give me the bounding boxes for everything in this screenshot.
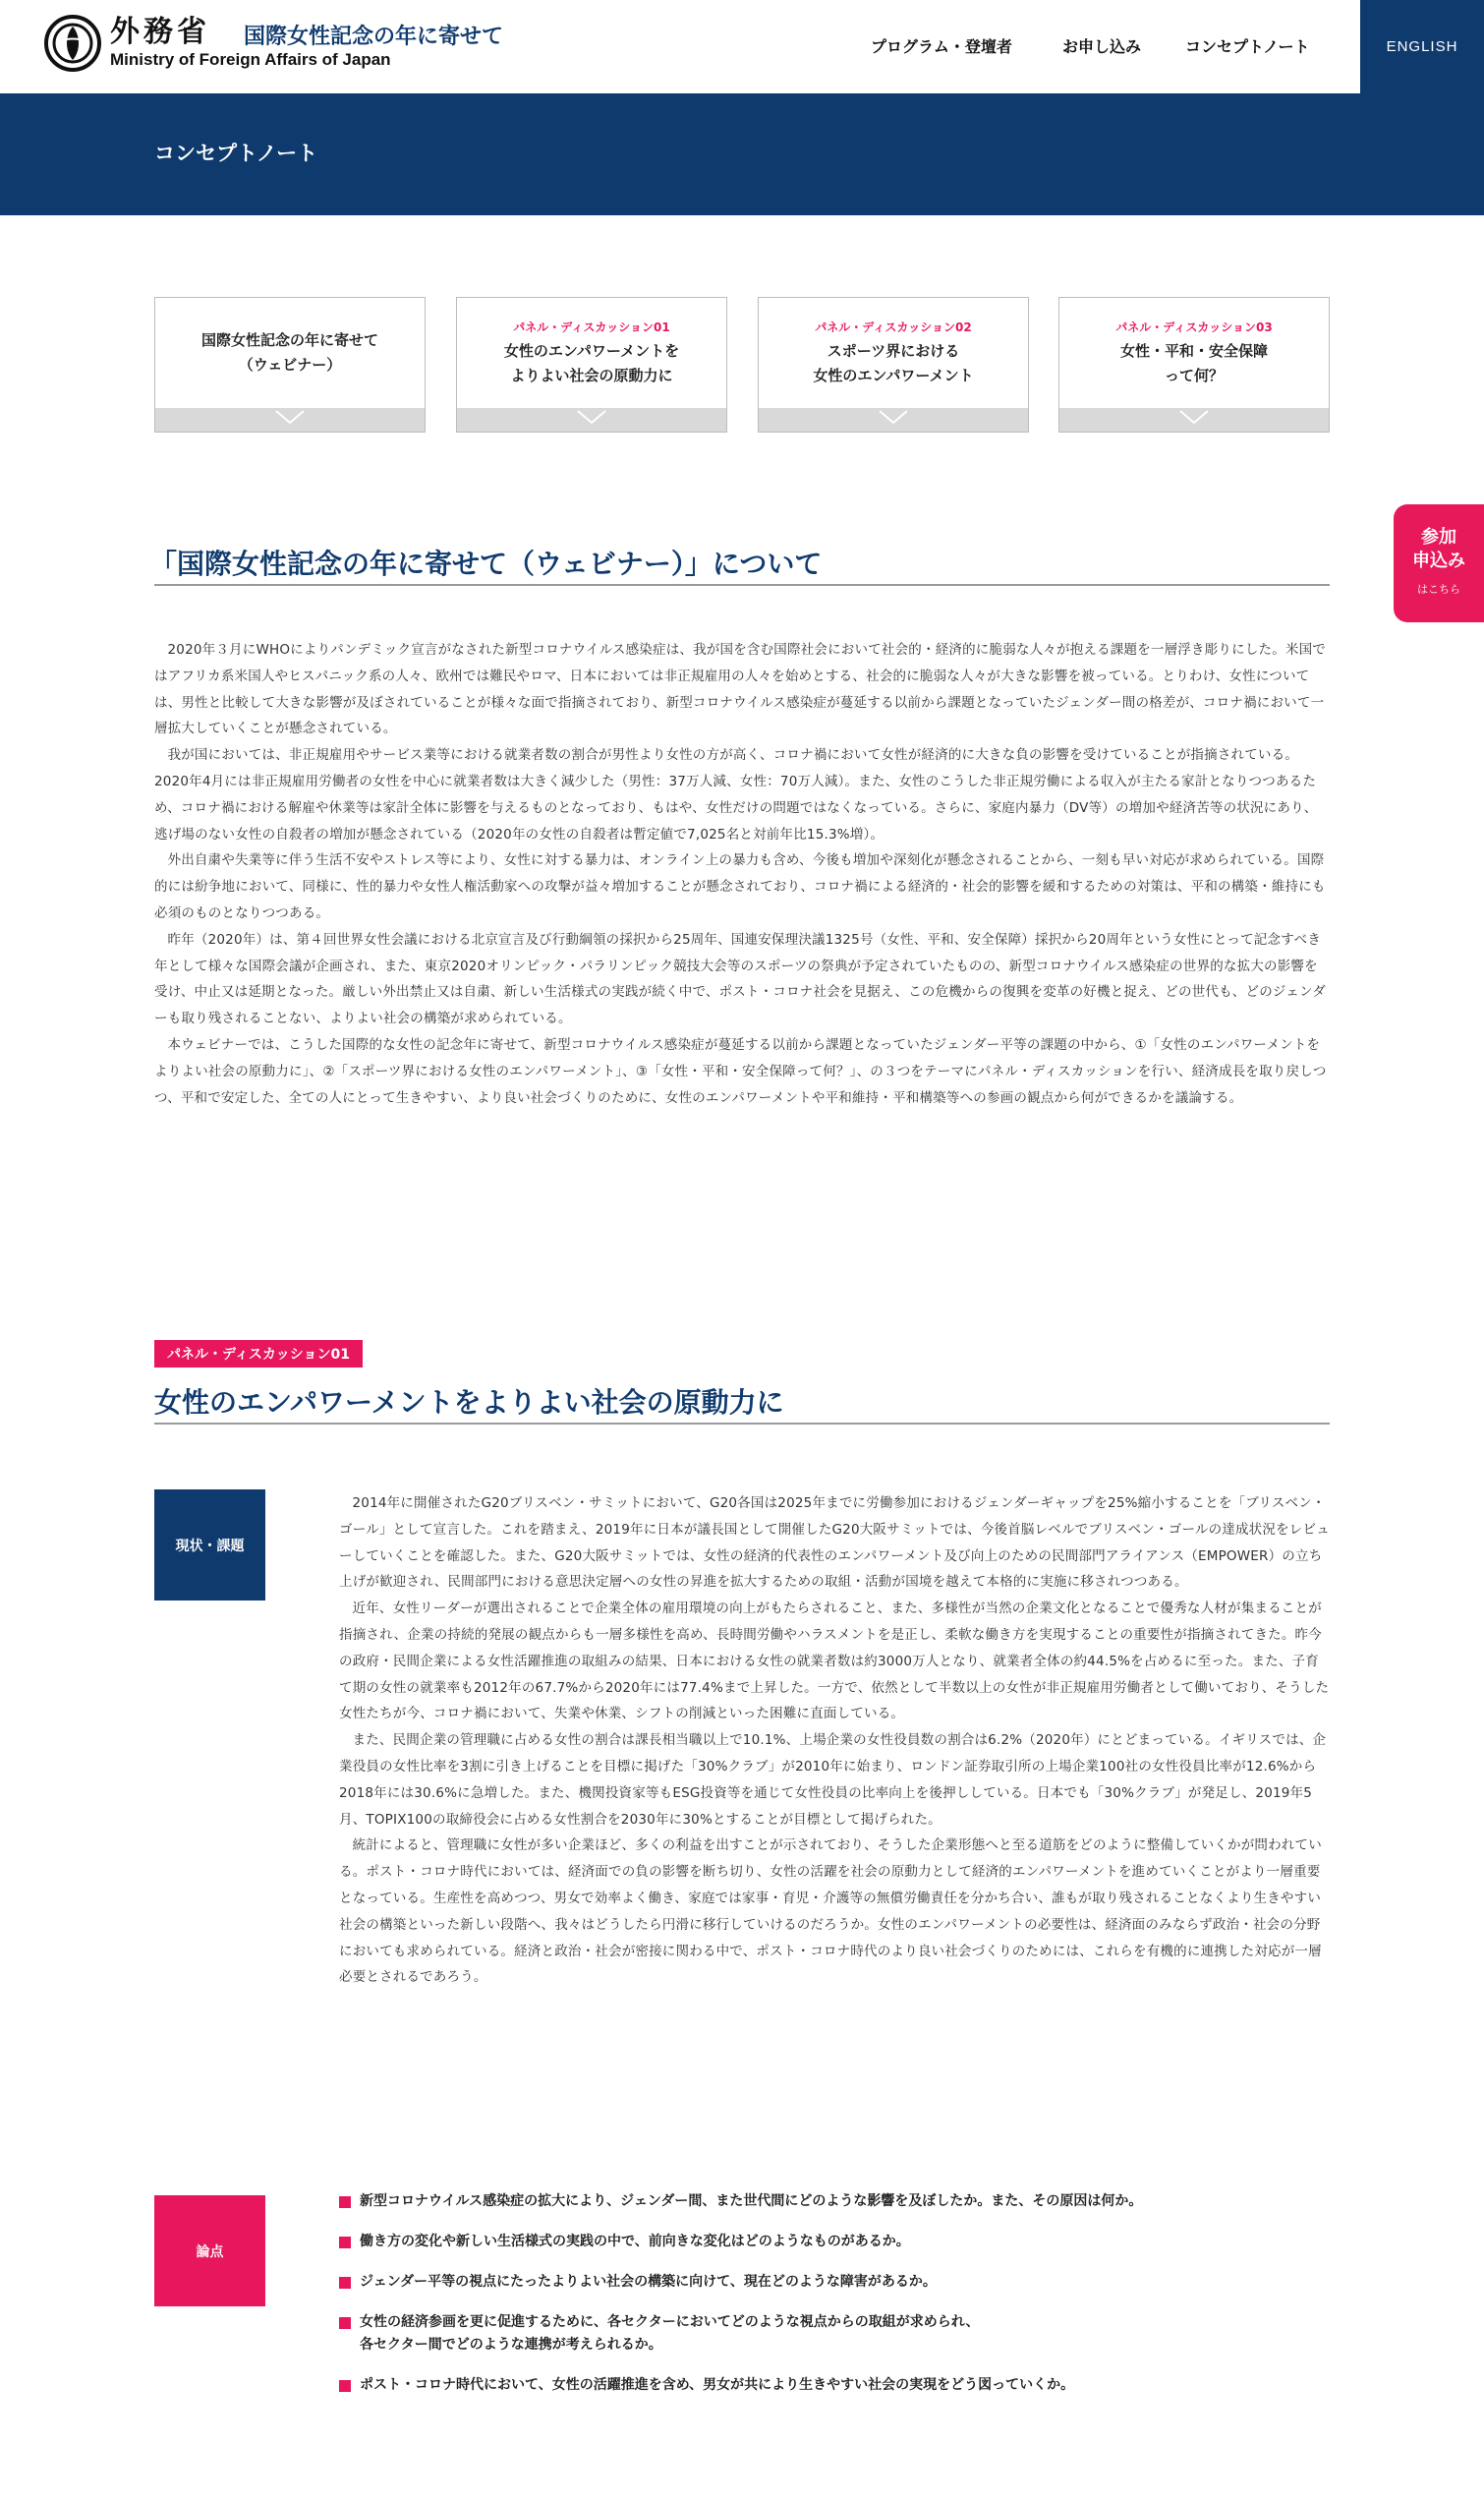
- tab-card-panel02[interactable]: [758, 297, 1029, 433]
- chevron-down-icon: [1179, 410, 1209, 424]
- cta-line: 申込み: [1412, 551, 1465, 571]
- tab-card-panel03[interactable]: [1058, 297, 1330, 433]
- tab-card-bar: [155, 408, 425, 432]
- chevron-down-icon: [275, 410, 305, 424]
- cta-line: 参加: [1421, 527, 1456, 548]
- point-text: ポスト・コロナ時代において、女性の活躍推進を含め、男女が共により生きやすい社会の実現をどう図っていくか。: [360, 2377, 1075, 2393]
- mofa-emblem-icon: [43, 14, 102, 73]
- discussion-points-list: [339, 2190, 1332, 2415]
- nav-concept-note[interactable]: コンセプトノート: [1185, 37, 1310, 56]
- nav-apply[interactable]: お申し込み: [1062, 37, 1142, 56]
- bullet-square-icon: [339, 2196, 351, 2208]
- tab-card-webinar[interactable]: [154, 297, 426, 433]
- heading-divider: [154, 584, 1330, 586]
- point-text: 働き方の変化や新しい生活様式の実践の中で、前向きな変化はどのようなものがあるか。: [360, 2234, 910, 2249]
- panel01-heading: 女性のエンパワーメントをよりよい社会の原動力に: [154, 1386, 784, 1419]
- list-item: [339, 2311, 1332, 2357]
- panel01-paragraph: 2014年に開催されたG20ブリスベン・サミットにおいて、G20各国は2025年までに労働参加におけるジェンダーギャップを25%縮小することを「ブリスベン・ゴール」として宣言した。これを踏まえ、2019年に日本が議長国として開催したG20大阪サミットでは、今後首脳レベルでブリスベン・ゴールの達成状況をレビューしていくことを確認した。また、G20大阪サミットでは、女性の経済的代表性のエンパワーメント及び向上のための民間部門アライアンス（EMPOWER）の立ち上げが歓迎され、民間部門における意思決定層への女性の昇進を拡大するための取組・活動が国境を越えて本格的に実施に移されつつある。: [339, 1495, 1330, 1591]
- cta-line: はこちら: [1417, 583, 1460, 596]
- nav-programs[interactable]: プログラム・登壇者: [871, 37, 1012, 56]
- bullet-square-icon: [339, 2277, 351, 2289]
- heading-divider: [154, 1423, 1330, 1425]
- chevron-down-icon: [879, 410, 908, 424]
- tab-card-bar: [457, 408, 726, 432]
- intro-paragraph: 昨年（2020年）は、第４回世界女性会議における北京宣言及び行動綱領の採択から25周年、国連安保理決議1325号（女性、平和、安全保障）採択から20周年という女性にとって記念すべき年として様々な国際会議が企画され、また、東京2020オリンピック・パラリンピック競技大会等のスポーツの祭典が予定されていたものの、新型コロナウイルス感染症の世界的な拡大の影響を受け、中止又は延期となった。厳しい外出禁止又は自粛、新しい生活様式の実践が続く中で、ポスト・コロナ社会を見据え、この危機からの復興を変革の好機と捉え、どの世代も、どのジェンダーも取り残されることない、よりよい社会の構築が求められている。: [154, 931, 1326, 1027]
- logo-english: Ministry of Foreign Affairs of Japan: [110, 50, 391, 69]
- intro-paragraph: 本ウェビナーでは、こうした国際的な女性の記念年に寄せて、新型コロナウイルス感染症が蔓延する以前から課題となっていたジェンダー平等の課題の中から、①「女性のエンパワーメントをよりよい社会の原動力に」、②「スポーツ界における女性のエンパワーメント」、③「女性・平和・安全保障って何？」、の３つをテーマにパネル・ディスカッションを行い、経済成長を取り戻しつつ、平和で安定した、全ての人にとって生きやすい、より良い社会づくりのために、女性のエンパワーメントや平和維持・平和構築等への参画の観点から何ができるかを議論する。: [154, 1036, 1327, 1106]
- bullet-square-icon: [339, 2317, 351, 2329]
- page-banner: [0, 93, 1484, 215]
- point-text: 女性の経済参画を更に促進するために、各セクターにおいてどのような視点からの取組が求められ、 各セクター間でどのような連携が考えられるか。: [360, 2314, 980, 2353]
- list-item: [339, 2231, 1332, 2253]
- current-issues-label: 現状・課題: [154, 1489, 265, 1601]
- intro-heading: 「国際女性記念の年に寄せて（ウェビナー）」について: [149, 548, 823, 580]
- logo-japanese: 外務省: [110, 15, 210, 49]
- bullet-square-icon: [339, 2380, 351, 2392]
- tab-card-line: 国際女性記念の年に寄せて: [200, 331, 378, 349]
- chevron-down-icon: [577, 410, 606, 424]
- site-header: [0, 0, 1484, 93]
- panel01-paragraph: 近年、女性リーダーが選出されることで企業全体の雇用環境の向上がもたらされること、また、多様性が当然の企業文化となることで優秀な人材が集まることが指摘され、企業の持続的発展の観点からも一層多様性を高め、長時間労働やハラスメントを是正し、柔軟な働き方を実現することの重要性が指摘されてきた。昨今の政府・民間企業による女性活躍推進の取組みの結果、日本における女性の就業者数は約3000万人となり、就業者全体の約44.5%を占めるに至った。また、子育て期の女性の就業率も2012年の67.7%から2020年には77.4%まで上昇した。一方で、依然として半数以上の女性が非正規雇用労働者として働いており、そうした女性たちが今、コロナ禍において、失業や休業、シフトの削減といった困難に直面している。: [339, 1601, 1330, 1722]
- apply-cta-button[interactable]: [1394, 504, 1484, 622]
- tab-card-line: 女性・平和・安全保障: [1119, 341, 1268, 360]
- tab-card-bar: [759, 408, 1028, 432]
- tab-card-line: 女性のエンパワーメント: [813, 366, 974, 384]
- site-title[interactable]: 国際女性記念の年に寄せて: [244, 25, 504, 49]
- page-title: コンセプトノート: [154, 142, 318, 165]
- list-item: [339, 2374, 1332, 2397]
- panel-tag: パネル・ディスカッション01: [154, 1340, 363, 1368]
- bullet-square-icon: [339, 2237, 351, 2248]
- list-item: [339, 2190, 1332, 2213]
- panel01-paragraph: また、民間企業の管理職に占める女性の割合は課長相当職以上で10.1%、上場企業の女性役員数の割合は6.2%（2020年）にとどまっている。イギリスでは、企業役員の女性比率を3割に引き上げることを目標に掲げた「30%クラブ」が2010年に始まり、ロンドン証券取引所の上場企業100社の女性役員比率が12.6%から2018年には30.6%に急増した。また、機関投資家等もESG投資等を通じて女性役員の比率向上を後押ししている。日本でも「30%クラブ」が発足し、2019年5月、TOPIX100の取締役会に占める女性割合を2030年に30%とすることが目標として掲げられた。: [339, 1732, 1327, 1828]
- tab-card-bar: [1059, 408, 1329, 432]
- tab-card-tag: パネル・ディスカッション02: [815, 320, 972, 334]
- intro-body: [154, 637, 1330, 1111]
- panel01-paragraph: 統計によると、管理職に女性が多い企業ほど、多くの利益を出すことが示されており、そうした企業形態へと至る道筋をどのように整備していくかが問われている。ポスト・コロナ時代においては、経済面での負の影響を断ち切り、女性の活躍を社会の原動力として経済的エンパワーメントを進めていくことがより一層重要となっている。生産性を高めつつ、男女で効率よく働き、家庭では家事・育児・介護等の無償労働責任を分かち合い、誰もが取り残されることなくより生きやすい社会の構築といった新しい段階へ、我々はどうしたら円滑に移行していけるのだろうか。女性のエンパワーメントの必要性は、経済面のみならず政治・社会の分野においても求められている。経済と政治・社会が密接に関わる中で、ポスト・コロナ時代のより良い社会づくりのためには、これらを有機的に連携した対応が一層必要とされるであろう。: [339, 1837, 1322, 1986]
- discussion-points-label: 論点: [154, 2195, 265, 2306]
- intro-paragraph: 我が国においては、非正規雇用やサービス業等における就業者数の割合が男性より女性の方が高く、コロナ禍において女性が経済的に大きな負の影響を受けていることが指摘されている。2020年4月には非正規雇用労働者の女性を中心に就業者数は大きく減少した（男性：37万人減、女性：70万人減）。また、女性のこうした非正規労働による収入が主たる家計となりつつあるため、コロナ禍における解雇や休業等は家計全体に影響を与えるものとなっており、もはや、女性だけの問題ではなくなっている。さらに、家庭内暴力（DV等）の増加や経済苦等の状況にあり、逃げ場のない女性の自殺者の増加が懸念されている（2020年の女性の自殺者は暫定値で7,025名と対前年比15.3%増）。: [154, 747, 1318, 843]
- intro-paragraph: 2020年３月にWHOによりパンデミック宣言がなされた新型コロナウイルス感染症は、我が国を含む国際社会において社会的・経済的に脆弱な人々が抱える課題を一層浮き彫りにした。米国ではアフリカ系米国人やヒスパニック系の人々、欧州では難民やロマ、日本においては非正規雇用の人々を始めとする、社会的に脆弱な人々が大きな影響を被っている。とりわけ、女性については、男性と比較して大きな影響が及ぼされていることが様々な面で指摘されており、新型コロナウイルス感染症が蔓延する以前から課題となっていたジェンダー間の格差が、コロナ禍において一層拡大していくことが懸念されている。: [154, 642, 1326, 737]
- tab-card-line: スポーツ界における: [827, 341, 960, 360]
- list-item: [339, 2271, 1332, 2294]
- tab-card-line: って何？: [1164, 366, 1224, 384]
- intro-paragraph: 外出自粛や失業等に伴う生活不安やストレス等により、女性に対する暴力は、オンライン上の暴力も含め、今後も増加や深刻化が懸念されることから、一刻も早い対応が求められている。国際的には紛争地において、同様に、性的暴力や女性人権活動家への攻撃が益々増加することが懸念されており、コロナ禍による経済的・社会的影響を緩和するための対策は、平和の構築・維持にも必須のものとなりつつある。: [154, 852, 1326, 921]
- point-text: ジェンダー平等の視点にたったよりよい社会の構築に向けて、現在どのような障害があるか。: [360, 2274, 937, 2290]
- tab-card-tag: パネル・ディスカッション01: [513, 320, 670, 334]
- tab-card-line: （ウェビナー）: [238, 356, 342, 374]
- point-text: 新型コロナウイルス感染症の拡大により、ジェンダー間、また世代間にどのような影響を及ぼしたか。また、その原因は何か。: [360, 2193, 1143, 2209]
- panel01-body: [339, 1490, 1330, 1991]
- tab-card-tag: パネル・ディスカッション03: [1115, 320, 1273, 334]
- english-button[interactable]: ENGLISH: [1360, 0, 1484, 93]
- tab-card-line: 女性のエンパワーメントを: [503, 341, 680, 360]
- tab-card-line: よりよい社会の原動力に: [510, 366, 673, 384]
- tab-card-panel01[interactable]: [456, 297, 727, 433]
